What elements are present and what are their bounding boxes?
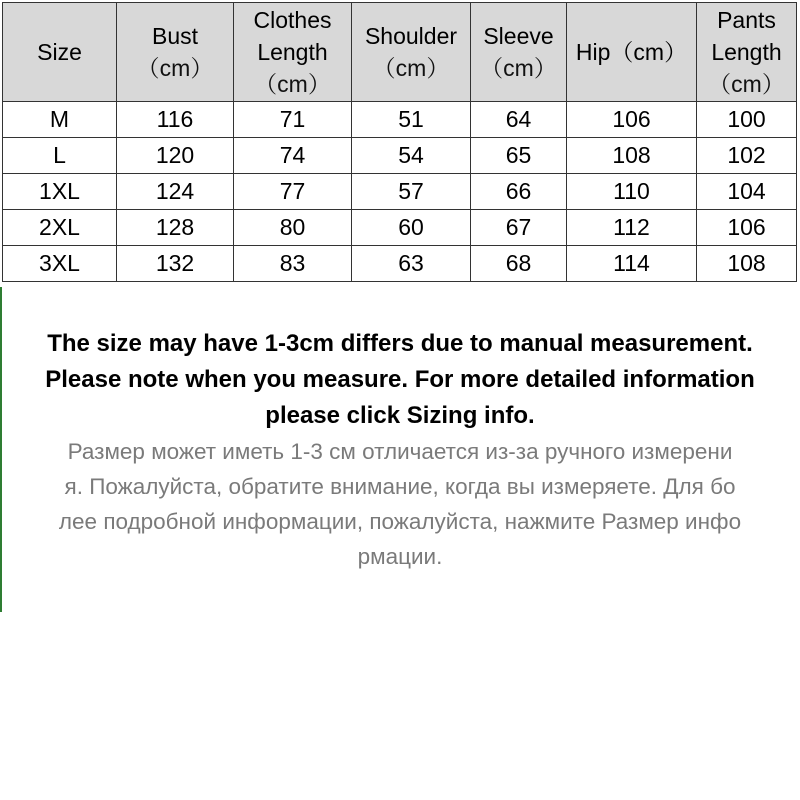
table-row: [3, 246, 797, 282]
header-line: Pants: [717, 7, 776, 33]
cell-sleeve: 65: [471, 138, 567, 174]
cell-shoulder: 51: [352, 102, 471, 138]
cell-size: 2XL: [3, 210, 117, 246]
table-row: [3, 102, 797, 138]
cell-clothes-length: 77: [234, 174, 352, 210]
cell-bust: 128: [117, 210, 234, 246]
cell-pants-length: 100: [697, 102, 797, 138]
cell-pants-length: 108: [697, 246, 797, 282]
table-header: [3, 3, 797, 102]
cell-bust: 120: [117, 138, 234, 174]
cell-pants-length: 104: [697, 174, 797, 210]
cell-hip: 112: [567, 210, 697, 246]
cell-bust: 132: [117, 246, 234, 282]
header-unit: （cm）: [136, 55, 214, 81]
cell-size: L: [3, 138, 117, 174]
notice-english-line: Please note when you measure. For more detailed information: [45, 366, 755, 393]
header-line: Length: [711, 39, 782, 65]
cell-shoulder: 54: [352, 138, 471, 174]
header-unit: （cm）: [708, 71, 785, 97]
table-row: [3, 210, 797, 246]
notice-english-line: The size may have 1-3cm differs due to manual measurement.: [47, 330, 753, 357]
cell-sleeve: 64: [471, 102, 567, 138]
cell-sleeve: 67: [471, 210, 567, 246]
cell-bust: 116: [117, 102, 234, 138]
cell-hip: 106: [567, 102, 697, 138]
cell-sleeve: 66: [471, 174, 567, 210]
table-body: [3, 102, 797, 282]
header-line: Shoulder: [364, 23, 458, 49]
cell-clothes-length: 71: [234, 102, 352, 138]
cell-shoulder: 60: [352, 210, 471, 246]
cell-hip: 114: [567, 246, 697, 282]
header-size: [3, 3, 117, 102]
size-table: [2, 2, 797, 282]
header-line: Size: [37, 39, 82, 65]
header-pants-length: [697, 3, 797, 102]
notice-russian-line: я. Пожалуйста, обратите внимание, когда вы измеряете. Для бо: [64, 474, 736, 499]
header-line: Sleeve: [483, 23, 554, 49]
cell-bust: 124: [117, 174, 234, 210]
header-sleeve: [471, 3, 567, 102]
notice-russian-line: лее подробной информации, пожалуйста, нажмите Размер инфо: [58, 509, 742, 534]
cell-size: 1XL: [3, 174, 117, 210]
header-line: Hip（cm）: [575, 39, 688, 65]
cell-sleeve: 68: [471, 246, 567, 282]
header-clothes-length: [234, 3, 352, 102]
header-hip: [567, 3, 697, 102]
notice-russian-line: Размер может иметь 1-3 см отличается из-за ручного измерени: [67, 439, 733, 464]
cell-pants-length: 102: [697, 138, 797, 174]
table-row: [3, 138, 797, 174]
cell-size: M: [3, 102, 117, 138]
notice-english-line: please click Sizing info.: [265, 402, 535, 429]
cell-hip: 108: [567, 138, 697, 174]
notice-russian-line: рмации.: [357, 544, 443, 569]
header-line: Clothes: [253, 7, 332, 33]
header-unit: （cm）: [372, 55, 450, 81]
header-row: [3, 3, 797, 102]
header-unit: （cm）: [254, 71, 331, 97]
measurement-notice: [0, 326, 800, 574]
table-row: [3, 174, 797, 210]
cell-clothes-length: 80: [234, 210, 352, 246]
cell-shoulder: 57: [352, 174, 471, 210]
header-shoulder: [352, 3, 471, 102]
cell-size: 3XL: [3, 246, 117, 282]
cell-shoulder: 63: [352, 246, 471, 282]
cell-hip: 110: [567, 174, 697, 210]
cell-clothes-length: 74: [234, 138, 352, 174]
header-bust: [117, 3, 234, 102]
header-line: Bust: [151, 23, 199, 49]
cell-pants-length: 106: [697, 210, 797, 246]
header-unit: （cm）: [480, 55, 557, 81]
cell-clothes-length: 83: [234, 246, 352, 282]
header-line: Length: [257, 39, 328, 65]
